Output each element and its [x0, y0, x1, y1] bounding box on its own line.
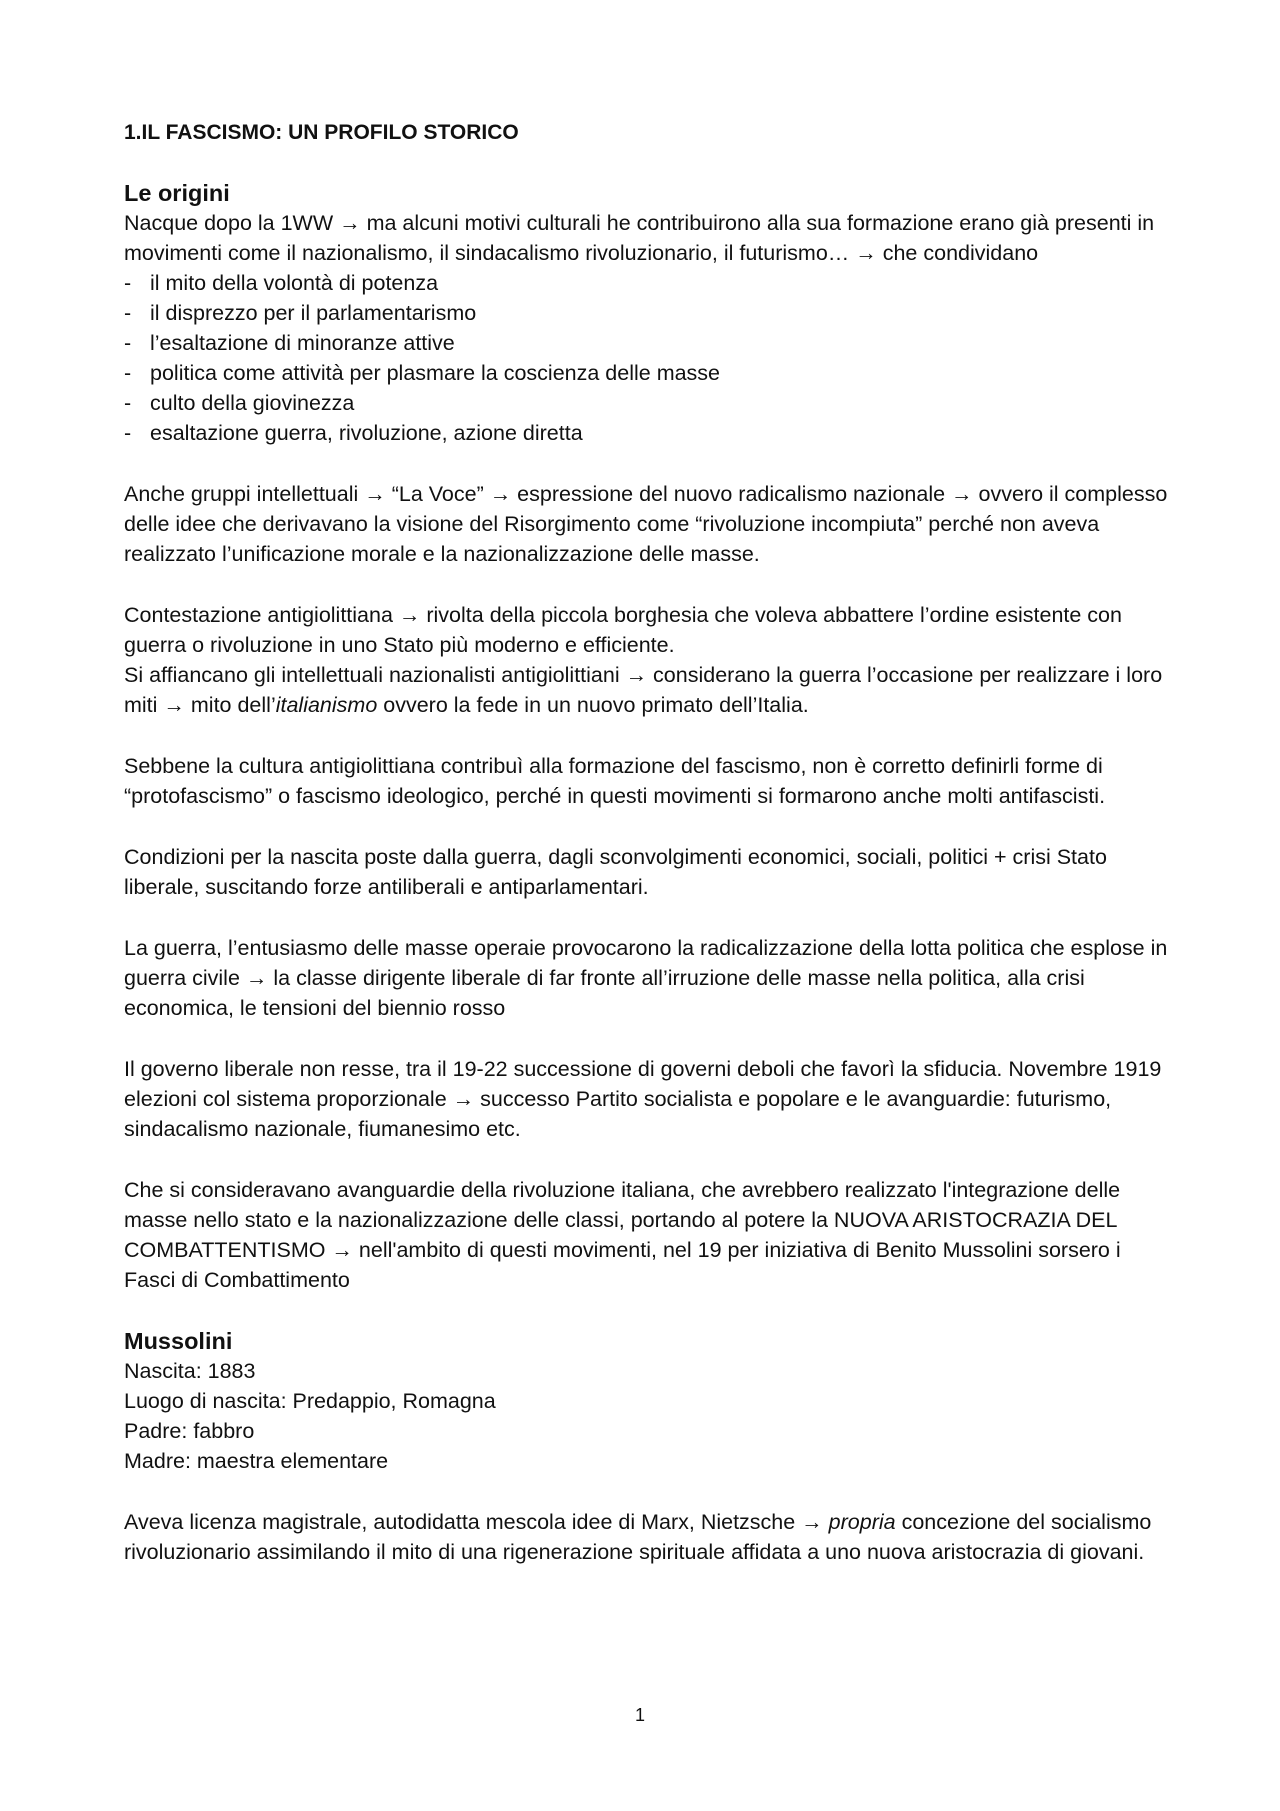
- paragraph-la-voce: Anche gruppi intellettuali → “La Voce” → espressione del nuovo radicalismo nazionale → ovvero il complesso delle idee che derivavano la visione del Risorgimento come “rivoluzione incompiuta” perché non aveva realizzato l’unificazione morale e la nazionalizzazione delle masse.: [124, 482, 1168, 566]
- section-heading-origini: Le origini: [124, 180, 230, 206]
- origini-intro-paragraph: Nacque dopo la 1WW → ma alcuni motivi culturali he contribuirono alla sua formazione erano già presenti in movimenti come il nazionalismo, il sindacalismo rivoluzionario, il futurismo… → che condividano: [124, 211, 1155, 265]
- paragraph-text: Aveva licenza magistrale, autodidatta mescola idee di Marx, Nietzsche →: [124, 1510, 829, 1534]
- paragraph-protofascismo: Sebbene la cultura antigiolittiana contribuì alla formazione del fascismo, non è corretto definirli forme di “protofascismo” o fascismo ideologico, perché in questi movimenti si formarono anche molti antifascisti.: [124, 754, 1106, 808]
- list-item: - politica come attività per plasmare la coscienza delle masse: [124, 358, 1174, 388]
- document-title: 1.IL FASCISMO: UN PROFILO STORICO: [124, 121, 519, 144]
- paragraph-condizioni: Condizioni per la nascita poste dalla guerra, dagli sconvolgimenti economici, sociali, politici + crisi Stato liberale, suscitando forze antiliberali e antiparlamentari.: [124, 845, 1107, 899]
- paragraph-italianismo: [124, 660, 1174, 720]
- list-item: - esaltazione guerra, rivoluzione, azione diretta: [124, 418, 1174, 448]
- paragraph-contestazione: Contestazione antigiolittiana → rivolta della piccola borghesia che voleva abbattere l’ordine esistente con guerra o rivoluzione in uno Stato più moderno e efficiente.: [124, 603, 1122, 657]
- paragraph-text: Si affiancano gli intellettuali nazionalisti antigiolittiani → considerano la guerra l’occasione per realizzare i loro miti → mito dell’: [124, 663, 1163, 717]
- list-item: - il disprezzo per il parlamentarismo: [124, 298, 1174, 328]
- paragraph-text: ovvero la fede in un nuovo primato dell’Italia.: [377, 693, 809, 717]
- fact-line: Nascita: 1883: [124, 1359, 256, 1383]
- page-content: [124, 118, 1174, 1598]
- italic-term: propria: [828, 1510, 896, 1534]
- list-item: - l’esaltazione di minoranze attive: [124, 328, 1174, 358]
- paragraph-governo-liberale: Il governo liberale non resse, tra il 19-22 successione di governi deboli che favorì la sfiducia. Novembre 1919 elezioni col sistema proporzionale → successo Partito socialista e popolare e le avanguardie: futurismo, sindacalismo nazionale, fiumanesimo etc.: [124, 1057, 1162, 1141]
- mussolini-facts: [124, 1356, 1174, 1476]
- origini-bullet-list: [124, 268, 1174, 448]
- fact-line: Luogo di nascita: Predappio, Romagna: [124, 1389, 496, 1413]
- list-item: - culto della giovinezza: [124, 388, 1174, 418]
- list-item: - il mito della volontà di potenza: [124, 268, 1174, 298]
- page-number: 1: [634, 1705, 645, 1725]
- paragraph-avanguardie: Che si consideravano avanguardie della rivoluzione italiana, che avrebbero realizzato l'integrazione delle masse nello stato e la nazionalizzazione delle classi, portando al potere la NUOVA ARISTOCRAZIA DEL COMBATTENTISMO → nell'ambito di questi movimenti, nel 19 per iniziativa di Benito Mussolini sorsero i Fasci di Combattimento: [124, 1178, 1121, 1292]
- fact-line: Madre: maestra elementare: [124, 1449, 389, 1473]
- italic-term: italianismo: [275, 693, 378, 717]
- paragraph-guerra-civile: La guerra, l’entusiasmo delle masse operaie provocarono la radicalizzazione della lotta politica che esplose in guerra civile → la classe dirigente liberale di far fronte all’irruzione delle masse nella politica, alla crisi economica, le tensioni del biennio rosso: [124, 936, 1168, 1020]
- paragraph-text: concezione del socialismo rivoluzionario assimilando il mito di una rigenerazione spirituale affidata a uno nuova aristocrazia di giovani.: [124, 1510, 1152, 1564]
- fact-line: Padre: fabbro: [124, 1419, 255, 1443]
- section-heading-mussolini: Mussolini: [124, 1328, 233, 1354]
- paragraph-formazione: [124, 1507, 1174, 1567]
